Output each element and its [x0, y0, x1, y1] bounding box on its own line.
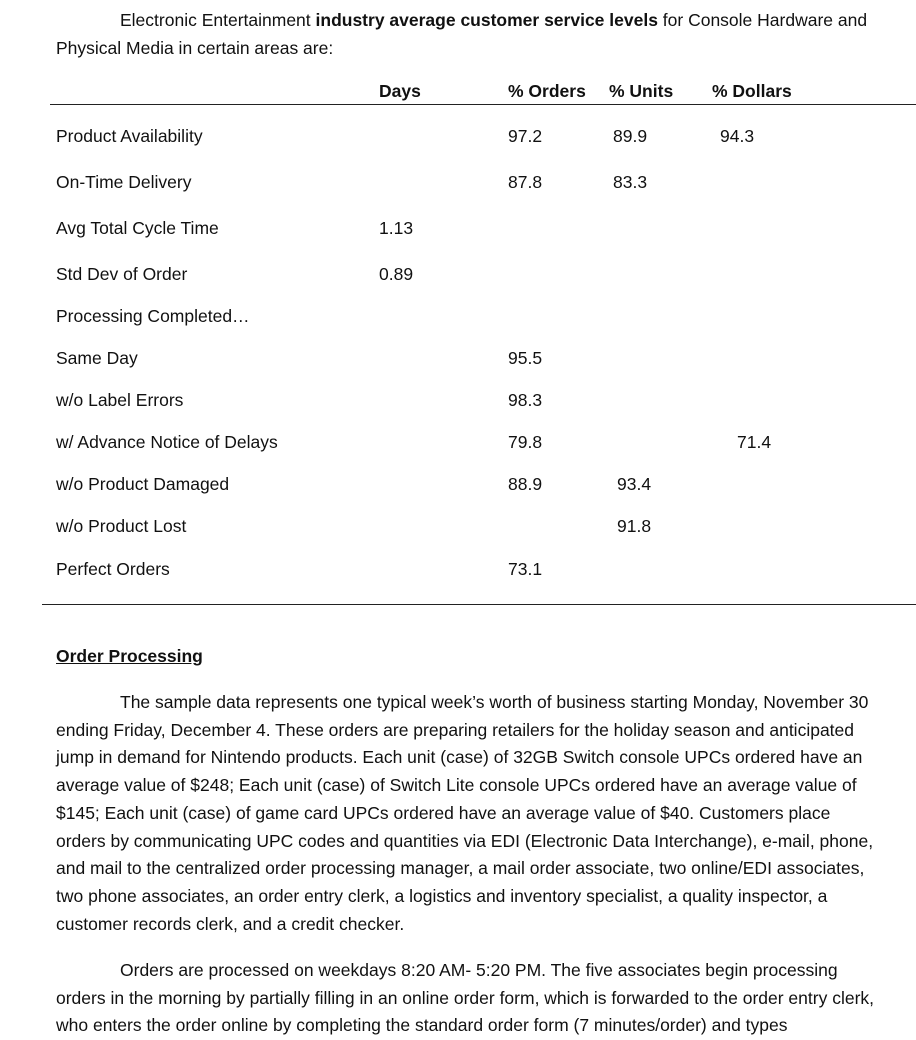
cell-orders: 73.1: [508, 559, 543, 579]
cell-days: 0.89: [379, 264, 414, 284]
cell-days: 1.13: [379, 218, 414, 238]
row-label: Avg Total Cycle Time: [56, 218, 219, 238]
header-dollars: % Dollars: [712, 81, 792, 101]
cell-units: 93.4: [617, 474, 652, 494]
row-label: w/o Product Damaged: [56, 474, 230, 494]
row-label: Product Availability: [56, 126, 203, 146]
row-label: Perfect Orders: [56, 559, 170, 579]
paragraph-processing-hours: [56, 957, 882, 1040]
cell-dollars: 94.3: [720, 126, 755, 146]
row-label: w/ Advance Notice of Delays: [56, 432, 278, 452]
paragraph-text: The sample data represents one typical week’s worth of business starting Monday, November 30 ending Friday, December 4. These orders are preparing retailers for the holiday season and anticipated jump in demand for Nintendo products. Each unit (case) of 32GB Switch console UPCs ordered have an average value of $248; Each unit (case) of Switch Lite console UPCs ordered have an average value of $145; Each unit (case) of game card UPCs ordered have an average value of $40. Customers place orders by communicating UPC codes and quantities via EDI (Electronic Data Interchange), e-mail, phone, and mail to the centralized order processing manager, a mail order associate, two online/EDI associates, two phone associates, an order entry clerk, a logistics and inventory specialist, a quality inspector, a customer records clerk, and a credit checker.: [56, 692, 874, 934]
row-label: Std Dev of Order: [56, 264, 188, 284]
header-orders: % Orders: [508, 81, 586, 101]
cell-orders: 98.3: [508, 390, 543, 410]
section-title: Order Processing: [56, 646, 203, 666]
cell-units: 83.3: [613, 172, 648, 192]
cell-orders: 87.8: [508, 172, 543, 192]
intro-text-start: Electronic Entertainment: [120, 10, 316, 30]
table-top-rule: [50, 104, 916, 105]
paragraph-order-processing: [56, 689, 882, 938]
cell-units: 89.9: [613, 126, 648, 146]
row-label: Same Day: [56, 348, 138, 368]
cell-orders: 88.9: [508, 474, 543, 494]
intro-bold-text: industry average customer service levels: [315, 10, 658, 30]
row-label: w/o Label Errors: [56, 390, 184, 410]
table-bottom-rule: [42, 604, 916, 605]
intro-text-end: for Console Hardware and Physical Media in certain areas are:: [56, 10, 868, 58]
cell-orders: 97.2: [508, 126, 543, 146]
intro-paragraph: [56, 6, 896, 62]
cell-orders: 79.8: [508, 432, 543, 452]
row-label: w/o Product Lost: [56, 516, 187, 536]
row-label: On-Time Delivery: [56, 172, 192, 192]
cell-orders: 95.5: [508, 348, 543, 368]
header-days: Days: [379, 81, 421, 101]
paragraph-text: Orders are processed on weekdays 8:20 AM- 5:20 PM. The five associates begin processing orders in the morning by partially filling in an online order form, which is forwarded to the order entry clerk, who enters the order online by completing the standard order form (7 minutes/order) and types: [56, 960, 875, 1036]
header-units: % Units: [609, 81, 674, 101]
row-label: Processing Completed…: [56, 306, 250, 326]
cell-dollars: 71.4: [737, 432, 772, 452]
cell-units: 91.8: [617, 516, 652, 536]
